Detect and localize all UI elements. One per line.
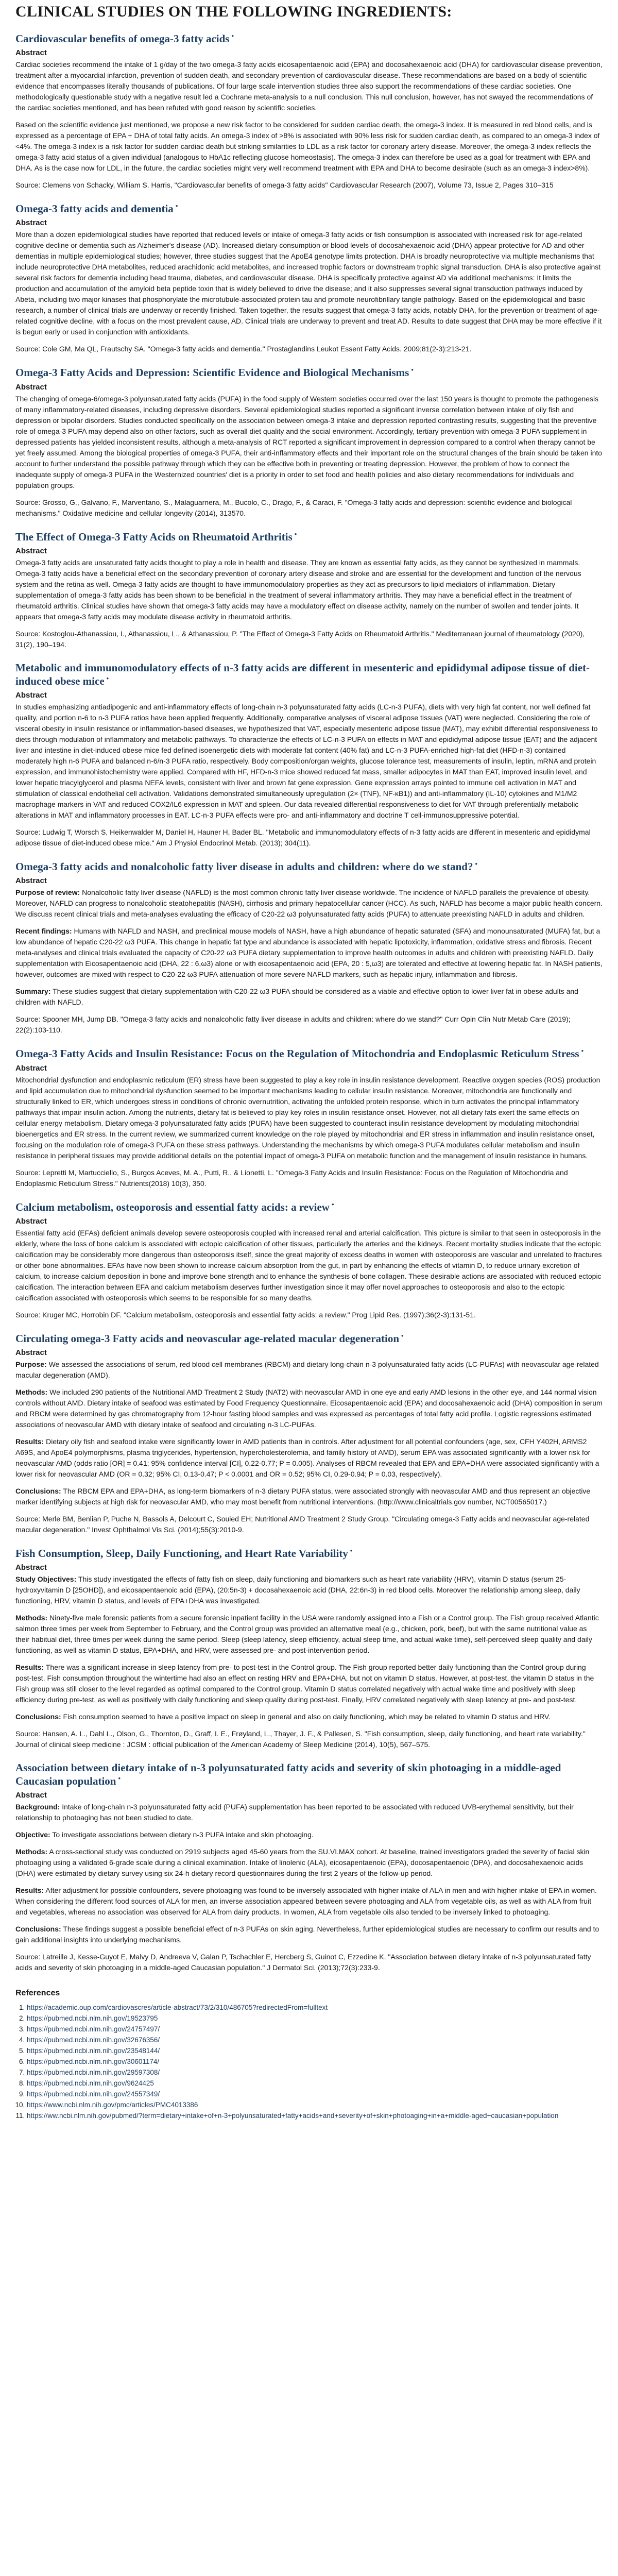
study-section [15, 1332, 603, 1535]
abstract-label: Abstract [15, 218, 47, 228]
references-list [15, 2002, 603, 2121]
reference-link[interactable]: https://academic.oup.com/cardiovascres/article-abstract/73/2/310/486705?redirectedFrom=fulltext [27, 2004, 328, 2012]
study-section [15, 32, 603, 191]
study-heading-text: Omega-3 Fatty Acids and Depression: Scientific Evidence and Biological Mechanisms [15, 366, 409, 379]
abstract-paragraph: Purpose of review: Nonalcoholic fatty liver disease (NAFLD) is the most common chronic fatty liver disease worldwide. The incidence of NAFLD parallels the prevalence of obesity. Moreover, NAFLD can progress to nonalcoholic steatohepatitis (NASH), cirrhosis and primary hepatocellular cancer (HCC). As such, NAFLD has become a major public health concern. We discuss recent clinical trials and meta-analyses evaluating the efficacy of C20-22 ω3 polyunsaturated fatty acids (PUFA) to attenuate preexisting NAFLD in adults and children. [15, 888, 603, 919]
study-heading [15, 1332, 603, 1345]
abstract-paragraph: Results: After adjustment for possible confounders, severe photoaging was found to be inversely associated with higher intake of ALA in men and with higher intake of EPA in women. When considering the different food sources of ALA for men, an inverse association appeared between severe photoaging and ALA from vegetable oils, as well as with ALA from fruit and vegetables, whereas no association was observed for ALA from dairy products. In women, ALA from vegetable oils also tended to be inversely linked to photoaging. [15, 1886, 597, 1917]
study-heading-text: Metabolic and immunomodulatory effects of n-3 fatty acids are different in mesenteric and epididymal adipose tissue of diet-induced obese mice [15, 661, 590, 687]
source-citation: Source: Ludwig T, Worsch S, Heikenwalder M, Daniel H, Hauner H, Bader BL. "Metabolic and immunomodulatory effects of n-3 fatty acids are different in mesenteric and epididymal adipose tissue of diet-induced obese mice." Am J Physiol Endocrinol Metab. (2013); 304(11). [15, 828, 591, 848]
abstract-paragraph: Recent findings: Humans with NAFLD and NASH, and preclinical mouse models of NASH, have a high abundance of hepatic saturated (SFA) and monounsaturated (MUFA) fat, but a low abundance of hepatic C20-22 ω3 PUFA. This change in hepatic fat type and abundance is associated with hepatic lipotoxicity, inflammation, oxidative stress and fibrosis. Recent meta-analyses and clinical trials evaluated the capacity of C20-22 ω3 PUFA dietary supplementation to improve health outcomes in adults and children with preexisting NAFLD. Daily supplementation with Eicosapentaenoic acid (DHA, 22 : 6,ω3) alone or with eicosapentaenoic acid (EPA, 20 : 5,ω3) are tolerated and effective at lowering hepatic fat. In NASH patients, however, outcomes are mixed with respect to C20-22 ω3 PUFA attenuation of more severe NAFLD markers, such as hepatic injury, inflammation and fibrosis. [15, 927, 603, 979]
source-citation: Source: Latreille J, Kesse-Guyot E, Malvy D, Andreeva V, Galan P, Tschachler E, Hercberg S, Guinot C, Ezzedine K. "Association between dietary intake of n-3 polyunsaturated fatty acids and severity of skin photoaging in a middle-aged Caucasian population." J Dermatol Sci. (2013);72(3):233-9. [15, 1953, 591, 1972]
reference-link[interactable]: https://pubmed.ncbi.nlm.nih.gov/19523795 [27, 2014, 158, 2023]
reference-link-icon[interactable]: • [581, 1047, 584, 1055]
reference-link[interactable]: https://pubmed.ncbi.nlm.nih.gov/32676356/ [27, 2036, 160, 2044]
reference-link-icon[interactable]: • [475, 860, 478, 868]
reference-item [27, 2056, 603, 2067]
abstract-paragraph: Methods: A cross-sectional study was conducted on 2919 subjects aged 45-60 years from the SU.VI.MAX cohort. At baseline, trained investigators graded the severity of facial skin photoaging using a validated 6-grade scale during a clinical examination. Intake of linolenic (ALA), eicosapentaenoic (EPA), docosapentaenoic (DPA), and docosahexaenoic acids (DHA) were estimated by dietary survey using six 24-h dietary record questionnaires during the first 2 years of the follow-up period. [15, 1848, 590, 1878]
reference-item [27, 2002, 603, 2013]
abstract-label: Abstract [15, 48, 47, 58]
study-heading-text: Omega-3 fatty acids and dementia [15, 202, 174, 215]
reference-link-icon[interactable]: • [175, 202, 178, 210]
study-heading [15, 1547, 603, 1560]
reference-link-icon[interactable]: • [106, 674, 109, 682]
abstract-paragraph: Background: Intake of long-chain n-3 polyunsaturated fatty acid (PUFA) supplementation has been reported to be associated with reduced UVB-erythemal sensitivity, but their relationship to photoaging has not been studied to date. [15, 1803, 574, 1822]
source-citation: Source: Lepretti M, Martucciello, S., Burgos Aceves, M. A., Putti, R., & Lionetti, L. "Omega-3 Fatty Acids and Insulin Resistance: Focus on the Regulation of Mitochondria and Endoplasmic Reticulum Stress." Nutrients(2018) 10(3), 350. [15, 1168, 568, 1188]
study-section [15, 860, 603, 1036]
reference-link-icon[interactable]: • [401, 1331, 404, 1340]
reference-item [27, 2110, 603, 2121]
reference-link-icon[interactable]: • [118, 1774, 121, 1783]
abstract-paragraph: Conclusions: Fish consumption seemed to have a positive impact on sleep in general and also on daily functioning, which may be related to vitamin D status and HRV. [15, 1713, 551, 1721]
reference-link[interactable]: https://pubmed.ncbi.nlm.nih.gov/24757497/ [27, 2025, 160, 2033]
study-section [15, 662, 603, 849]
study-heading [15, 662, 603, 688]
abstract-paragraph: Essential fatty acid (EFAs) deficient animals develop severe osteoporosis coupled with increased renal and arterial calcification. This picture is similar to that seen in osteoporosis in the elderly, where the loss of bone calcium is associated with ectopic calcification of other tissues, particularly the arteries and the kidneys. Recent mortality studies indicate that the ectopic calcification may be considerably more dangerous than osteoporosis itself, since the great majority of excess deaths in women with osteoporosis are vascular and unrelated to fractures or other bone abnormalities. EFAs have now been shown to increase calcium absorption from the gut, in part by enhancing the effects of vitamin D, to reduce urinary excretion of calcium, to increase calcium deposition in bone and improve bone strength and to enhance the synthesis of bone collagen. These desirable actions are associated with reduced ectopic calcification. The interaction between EFA and calcium metabolism deserves further investigation since it may offer novel approaches to osteoporosis and also to the ectopic calcification associated with osteoporosis which seems to be responsible for so many deaths. [15, 1228, 602, 1302]
reference-link[interactable]: https://pubmed.ncbi.nlm.nih.gov/9624425 [27, 2079, 154, 2088]
references-title: References [15, 1989, 60, 1998]
study-section [15, 530, 603, 650]
source-citation: Source: Kruger MC, Horrobin DF. "Calcium metabolism, osteoporosis and essential fatty acids: a review." Prog Lipid Res. (1997);36(2-3):131-51. [15, 1310, 476, 1319]
reference-item [27, 2035, 603, 2045]
reference-link-icon[interactable]: • [331, 1200, 334, 1208]
abstract-label: Abstract [15, 876, 47, 886]
reference-link-icon[interactable]: • [411, 366, 414, 374]
reference-item [27, 2089, 603, 2099]
reference-item [27, 2078, 603, 2089]
abstract-paragraph: Conclusions: The RBCM EPA and EPA+DHA, as long-term biomarkers of n-3 dietary PUFA status, were associated strongly with neovascular AMD and thus represent an objective marker identifying subjects at high risk for neovascular AMD, who may most benefit from nutritional interventions. (http://www.clinicaltrials.gov number, NCT00565017.) [15, 1486, 591, 1506]
reference-link[interactable]: https://pubmed.ncbi.nlm.nih.gov/24557349/ [27, 2090, 160, 2098]
study-section [15, 1200, 603, 1320]
study-heading-text: The Effect of Omega-3 Fatty Acids on Rheumatoid Arthritis [15, 530, 293, 543]
reference-item [27, 2067, 603, 2078]
study-heading [15, 1047, 603, 1060]
abstract-label: Abstract [15, 1063, 47, 1073]
studies-list [15, 32, 603, 1973]
study-heading-text: Omega-3 fatty acids and nonalcoholic fatty liver disease in adults and children: where do we stand? [15, 860, 473, 873]
study-section [15, 1047, 603, 1189]
source-citation: Source: Spooner MH, Jump DB. "Omega-3 fatty acids and nonalcoholic fatty liver disease in adults and children: where do we stand?" Curr Opin Clin Nutr Metab Care (2019); 22(2):103-110. [15, 1015, 571, 1035]
abstract-paragraph: Purpose: We assessed the associations of serum, red blood cell membranes (RBCM) and dietary long-chain n-3 polyunsaturated fatty acids (LC-PUFAs) with neovascular age-related macular degeneration (AMD). [15, 1360, 599, 1379]
abstract-label: Abstract [15, 1216, 47, 1226]
reference-item [27, 2099, 603, 2110]
abstract-label: Abstract [15, 1791, 47, 1800]
abstract-label: Abstract [15, 382, 47, 392]
study-heading [15, 202, 603, 215]
study-heading [15, 366, 603, 379]
reference-item [27, 2024, 603, 2035]
abstract-paragraph: In studies emphasizing antiadipogenic and anti-inflammatory effects of long-chain n-3 polyunsaturated fatty acids (LC-n-3 PUFA), diets with very high fat content, nor well defined fat quality, and portion n-6 to n-3 PUFA ratios have been applied frequently. Additionally, comparative analyses of visceral adipose tissues (VAT) were neglected. Considering the role of visceral obesity in insulin resistance or inflammation-based diseases, we hypothesized that VAT, especially mesenteric adipose tissue (MAT), may exhibit differential responsiveness to diets through modulation of inflammatory and metabolic pathways. To characterize the effects of LC-n-3 PUFA on effects in MAT and epididymal adipose tissue (EAT) and the adjacent liver and intestine in diet-induced obese mice fed defined isoenergetic diets with moderate fat content (40% fat) and LC-n-3 PUFA-enriched high-fat diet (HFD-n-3) contained moderately high n-6 PUFA and balanced n-6/n-3 PUFA ratio, respectively. Body composition/organ weights, glucose tolerance test, measurements of insulin, leptin, mRNA and protein expression, and immunohistochemistry were applied. Compared with HF, HFD-n-3 mice showed reduced fat mass, smaller adipocytes in MAT than EAT, improved insulin level, and lower hepatic triacylglycerol and plasma NEFA levels, consistent with liver and brown fat gene expression. Gene expression arrays pointed to immune cell activation in MAT and stimulation of classical endothelial cell activation. Validations demonstrated simultaneously upregulation (2× (TNF), NF-κB1)) and anti-inflammatory (IL-10) cytokines and M1/M2 macrophage markers in VAT and reduced COX2/IL6 expression in MAT and spleen. Our data revealed differential responsiveness to diet for VAT through preferentially metabolic alterations in MAT and inflammatory processes in EAT. LC-n-3 PUFA effects were pro- and anti-inflammatory and doctrine T cell-immunosuppressive potential. [15, 703, 598, 820]
source-citation: Source: Merle BM, Benlian P, Puche N, Bassols A, Delcourt C, Souied EH; Nutritional AMD Treatment 2 Study Group. "Circulating omega-3 Fatty acids and neovascular age-related macular degeneration." Invest Ophthalmol Vis Sci. (2014);55(3):2010-9. [15, 1514, 590, 1534]
document-page [15, 0, 603, 2121]
abstract-paragraph: The changing of omega-6/omega-3 polyunsaturated fatty acids (PUFA) in the food supply of Western societies occurred over the last 150 years is thought to promote the pathogenesis of many inflammatory-related diseases, including depressive disorders. Several epidemiological studies reported a significant inverse correlation between intake of oily fish and depression or bipolar disorders. Studies conducted specifically on the association between omega-3 intake and depression reported contrasting results, suggesting that the preventive role of omega-3 PUFA may depend also on other factors, such as overall diet quality and the social environment. Accordingly, tertiary prevention with omega-3 PUFA supplement in depressed patients has yielded inconsistent results, although a meta-analysis of RCT reported a significant improvement in depression compared to a control when therapy cannot be yet freely assumed. Among the biological properties of omega-3 PUFA, their anti-inflammatory effects and their important role on the structural changes of the brain should be taken into account to further understand the possible pathway through which they can be effective both in preventing or treating depression. However, the problem of how to connect the inadequate supply of omega-3 PUFA in the Westernized countries' diet is a priority in order to set food and health policies and also dietary recommendations for individuals and population groups. [15, 394, 603, 489]
source-citation: Source: Grosso, G., Galvano, F., Marventano, S., Malaguarnera, M., Bucolo, C., Drago, F., & Caraci, F. "Omega-3 fatty acids and depression: scientific evidence and biological mechanisms." Oxidative medicine and cellular longevity (2014), 313570. [15, 498, 572, 517]
abstract-label: Abstract [15, 546, 47, 555]
abstract-paragraph: Based on the scientific evidence just mentioned, we propose a new risk factor to be considered for sudden cardiac death, the omega-3 index. It is measured in red blood cells, and is expressed as a percentage of EPA + DHA of total fatty acids. An omega-3 index of >8% is associated with 90% less risk for sudden cardiac death, as compared to an omega-3 index of <4%. The omega-3 index is a risk factor for sudden cardiac death but striking similarities to LDL as a risk factor for coronary artery disease. Moreover, the omega-3 index reflects the omega-3 fatty acid status of a given individual (analogous to HbA1c reflecting glucose homeostasis). The omega-3 index can therefore be used as a goal for treatment with EPA and DHA. As is the case now for LDL, in the future, the cardiac societies might very well recommend treatment with EPA and DHA to become desirable (such as an omega-3 index>8%). [15, 121, 600, 173]
abstract-paragraph: Methods: Ninety-five male forensic patients from a secure forensic inpatient facility in the USA were randomly assigned into a Fish or a Control group. The Fish group received Atlantic salmon three times per week from September to February, and the Control group was provided an alternative meal (e.g., chicken, pork, beef), but with the same nutritional value as their habitual diet, three times per week during the same period. Sleep (sleep latency, sleep efficiency, actual sleep time, and actual wake time), self-perceived sleep quality and daily functioning, as well as vitamin D status, EPA+DHA, and HRV, were assessed pre- and post-intervention period. [15, 1614, 599, 1655]
study-section [15, 1547, 603, 1750]
abstract-paragraph: Results: There was a significant increase in sleep latency from pre- to post-test in the Control group. The Fish group reported better daily functioning than the Control group during post-test. Fish consumption throughout the wintertime had also an effect on resting HRV and EPA+DHA, but not on vitamin D status. However, at post-test, the vitamin D status in the Fish group was still closer to the level regarded as optimal compared to the Control group. Vitamin D status correlated negatively with actual wake time and positively with sleep efficiency during pre-test, as well as positively with daily functioning and sleep quality during post-test. Finally, HRV correlated negatively with sleep latency at pre- and post-test. [15, 1663, 594, 1704]
reference-item [27, 2045, 603, 2056]
study-heading [15, 1200, 603, 1214]
reference-link-icon[interactable]: • [231, 32, 234, 40]
reference-link-icon[interactable]: • [294, 530, 297, 538]
reference-link[interactable]: https://pubmed.ncbi.nlm.nih.gov/29597308/ [27, 2069, 160, 2077]
reference-item [27, 2013, 603, 2024]
abstract-paragraph: Conclusions: These findings suggest a possible beneficial effect of n-3 PUFAs on skin aging. Nevertheless, further epidemiological studies are necessary to confirm our results and to gain additional insights into underlying mechanisms. [15, 1925, 599, 1944]
abstract-paragraph: Mitochondrial dysfunction and endoplasmic reticulum (ER) stress have been suggested to play a key role in insulin resistance development. Reactive oxygen species (ROS) production and lipid accumulation due to mitochondrial dysfunction seemed to be important mechanisms leading to cellular insulin resistance. Moreover, mitochondria are functionally and structurally linked to ER, which undergoes stress in conditions of chronic overnutrition, activating the unfolded protein response, which in turn activates the principal inflammatory pathways that impair insulin action. Among the nutrients, dietary fat is believed to play key roles in insulin resistance onset. However, not all dietary fats exert the same effects on cellular energy metabolism. Dietary omega-3 polyunsaturated fatty acids (PUFA) have been suggested to counteract insulin resistance development by modulating mitochondrial bioenergetics and ER stress. In the current review, we summarized current knowledge on the role played by mitochondrial and ER stress in inflammation and insulin resistance onset, focusing on the modulation role of omega-3 PUFA on these stress pathways. Understanding the mechanisms by which omega-3 PUFA modulates cellular metabolism and insulin resistance in peripheral tissues may provide additional details on the potential impact of omega-3 PUFA on metabolic function and the management of insulin resistance in humans. [15, 1075, 600, 1160]
study-heading-text: Association between dietary intake of n-3 polyunsaturated fatty acids and severity of skin photoaging in a middle-aged Caucasian population [15, 1761, 561, 1788]
abstract-paragraph: Methods: We included 290 patients of the Nutritional AMD Treatment 2 Study (NAT2) with neovascular AMD in one eye and early AMD lesions in the other eye, and 144 normal vision controls without AMD. Dietary intake of seafood was estimated by Food Frequency Questionnaire. Eicosapentaenoic acid (EPA) and docosahexaenoic acid (DHA) composition in serum and RBCM were determined by gas chromatography from 12-hour fasting blood samples and was expressed as percentages of total fatty acid profile. Logistic regressions estimated associations of neovascular AMD with dietary intake of seafood and circulating n-3 LC-PUFAs. [15, 1387, 603, 1429]
study-heading-text: Fish Consumption, Sleep, Daily Functioning, and Heart Rate Variability [15, 1547, 348, 1560]
study-section [15, 1761, 603, 1973]
study-heading [15, 32, 603, 45]
source-citation: Source: Clemens von Schacky, William S. Harris, "Cardiovascular benefits of omega-3 fatty acids" Cardiovascular Research (2007), Volume 73, Issue 2, Pages 310–315 [15, 181, 554, 190]
study-heading-text: Omega-3 Fatty Acids and Insulin Resistance: Focus on the Regulation of Mitochondria and Endoplasmic Reticulum Stress [15, 1047, 579, 1060]
abstract-paragraph: More than a dozen epidemiological studies have reported that reduced levels or intake of omega-3 fatty acids or fish consumption is associated with increased risk for age-related cognitive decline or dementia such as Alzheimer's disease (AD). Increased dietary consumption or blood levels of docosahexaenoic acid (DHA) appear protective for AD and other dementias in multiple epidemiological studies; however, three studies suggest that the ApoE4 genotype limits protection. DHA is broadly neuroprotective via multiple mechanisms that include neuroprotective DHA metabolites, reduced arachidonic acid metabolites, and increased trophic factors or downstream trophic signal transduction. DHA is also protective against several risk factors for dementia including head trauma, diabetes, and cardiovascular disease. DHA is specifically protective against AD via additional mechanisms: It limits the production and accumulation of the amyloid beta peptide toxin that is widely believed to drive the disease; and it also suppresses several signal transduction pathways induced by Abeta, including two major kinases that phosphorylate the microtubule-associated protein tau and promote neurofibrillary tangle pathology. Based on the epidemiological and basic research, a number of clinical trials are underway or recently finished. Taken together, the results suggest that omega-3 fatty acids, notably DHA, for the prevention or treatment of age-related cognitive decline, with a focus on the most prevalent cause, AD. Clinical trials are underway to prevent and treat AD. Results to date suggest that DHA may be more effective if it is begun early or used in conjunction with antioxidants. [15, 230, 602, 336]
reference-link[interactable]: https://ww.ncbi.nlm.nih.gov/pubmed/?term=dietary+intake+of+n-3+polyunsaturated+fatty+acids+and+severity+of+skin+photoaging+in+a+middle-aged+caucasian+population [27, 2112, 559, 2120]
study-section [15, 202, 603, 354]
study-heading [15, 530, 603, 544]
abstract-label: Abstract [15, 1563, 47, 1572]
abstract-paragraph: Objective: To investigate associations between dietary n-3 PUFA intake and skin photoaging. [15, 1831, 314, 1839]
study-heading-text: Cardiovascular benefits of omega-3 fatty acids [15, 32, 230, 45]
study-heading [15, 1761, 603, 1788]
abstract-label: Abstract [15, 691, 47, 700]
study-heading-text: Circulating omega-3 Fatty acids and neovascular age-related macular degeneration [15, 1332, 400, 1345]
abstract-paragraph: Summary: These studies suggest that dietary supplementation with C20-22 ω3 PUFA should be considered as a viable and effective option to lower liver fat in obese adults and children with NAFLD. [15, 987, 578, 1007]
abstract-paragraph: Study Objectives: This study investigated the effects of fatty fish on sleep, daily functioning and biomarkers such as heart rate variability (HRV), vitamin D status (serum 25-hydroxyvitamin D [25OHD]), and eicosapentaenoic acid (EPA), (20:5n-3) + docosahexaenoic acid (DHA, 22:6n-3) in red blood cells. Moreover the relationship among sleep, daily functioning, HRV, vitamin D status, and levels of EPA+DHA was investigated. [15, 1575, 580, 1605]
source-citation: Source: Hansen, A. L., Dahl L., Olson, G., Thornton, D., Graff, I. E., Frøyland, L., Thayer, J. F., & Pallesen, S. "Fish consumption, sleep, daily functioning, and heart rate variability." Journal of clinical sleep medicine : JCSM : official publication of the American Academy of Sleep Medicine (2014), 10(5), 567–575. [15, 1730, 586, 1749]
study-section [15, 366, 603, 518]
study-heading [15, 860, 603, 873]
abstract-label: Abstract [15, 1348, 47, 1357]
abstract-paragraph: Results: Dietary oily fish and seafood intake were significantly lower in AMD patients than in controls. After adjustment for all potential confounders (age, sex, CFH Y402H, ARMS2 A69S, and ApoE4 polymorphisms, plasma triglycerides, hypertension, hypercholesterolemia, and family history of AMD), serum EPA was associated significantly with a lower risk for neovascular AMD (odds ratio [OR] = 0.41; 95% confidence interval [CI], 0.22-0.77; P = 0.005). Analyses of RBCM revealed that EPA and EPA+DHA were associated significantly with a lower risk for neovascular AMD (OR = 0.32; 95% CI, 0.13-0.47; P < 0.0001 and OR = 0.52; 95% CI, 0.29-0.94; P = 0.03, respectively). [15, 1437, 599, 1478]
reference-link[interactable]: https://pubmed.ncbi.nlm.nih.gov/23548144/ [27, 2047, 160, 2055]
source-citation: Source: Kostoglou-Athanassiou, I., Athanassiou, L., & Athanassiou, P. "The Effect of Omega-3 Fatty Acids on Rheumatoid Arthritis." Mediterranean journal of rheumatology (2020), 31(2), 190–194. [15, 629, 585, 649]
study-heading-text: Calcium metabolism, osteoporosis and essential fatty acids: a review [15, 1200, 330, 1213]
page-title: CLINICAL STUDIES ON THE FOLLOWING INGREDIENTS: [15, 3, 452, 20]
reference-link[interactable]: https://pubmed.ncbi.nlm.nih.gov/30601174/ [27, 2058, 160, 2066]
reference-link-icon[interactable]: • [350, 1546, 353, 1554]
source-citation: Source: Cole GM, Ma QL, Frautschy SA. "Omega-3 fatty acids and dementia." Prostaglandins Leukot Essent Fatty Acids. 2009;81(2-3):213-21. [15, 345, 472, 353]
reference-link[interactable]: https://www.ncbi.nlm.nih.gov/pmc/articles/PMC4013386 [27, 2101, 198, 2109]
abstract-paragraph: Omega-3 fatty acids are unsaturated fatty acids thought to play a role in health and disease. They are known as essential fatty acids, as they cannot be synthesized in mammals. Omega-3 fatty acids have a beneficial effect on the secondary prevention of coronary artery disease and stroke and are essential for the development and function of the nervous system and the retina as well. Omega-3 fatty acids are thought to have immunomodulatory properties as they act as precursors to lipid mediators of inflammation. Dietary supplementation of omega-3 fatty acids has been shown to be beneficial in the treatment of several inflammatory arthritis. They may have a beneficial effect in the treatment of rheumatoid arthritis. Clinical studies have shown that omega-3 fatty acids may have a modulatory effect on disease activity, namely on the number of swollen and tender joints. It appears that omega-3 fatty acids may modulate disease activity in rheumatoid arthritis. [15, 558, 581, 621]
abstract-paragraph: Cardiac societies recommend the intake of 1 g/day of the two omega-3 fatty acids eicosapentaenoic acid (EPA) and docosahexaenoic acid (DHA) for cardiovascular disease prevention, treatment after a myocardial infarction, prevention of sudden death, and secondary prevention of cardiovascular disease. These recommendations are based on a body of scientific evidence that encompasses literally thousands of publications. Of four large scale intervention studies three also support the recommendations of these cardiac societies. One methodologically questionable study with a negative result led a Cochrane meta-analysis to a null conclusion. This null conclusion, however, has not swayed the recommendations of the cardiac societies mentioned, and has been refuted with good reason by scientific societies. [15, 60, 603, 112]
